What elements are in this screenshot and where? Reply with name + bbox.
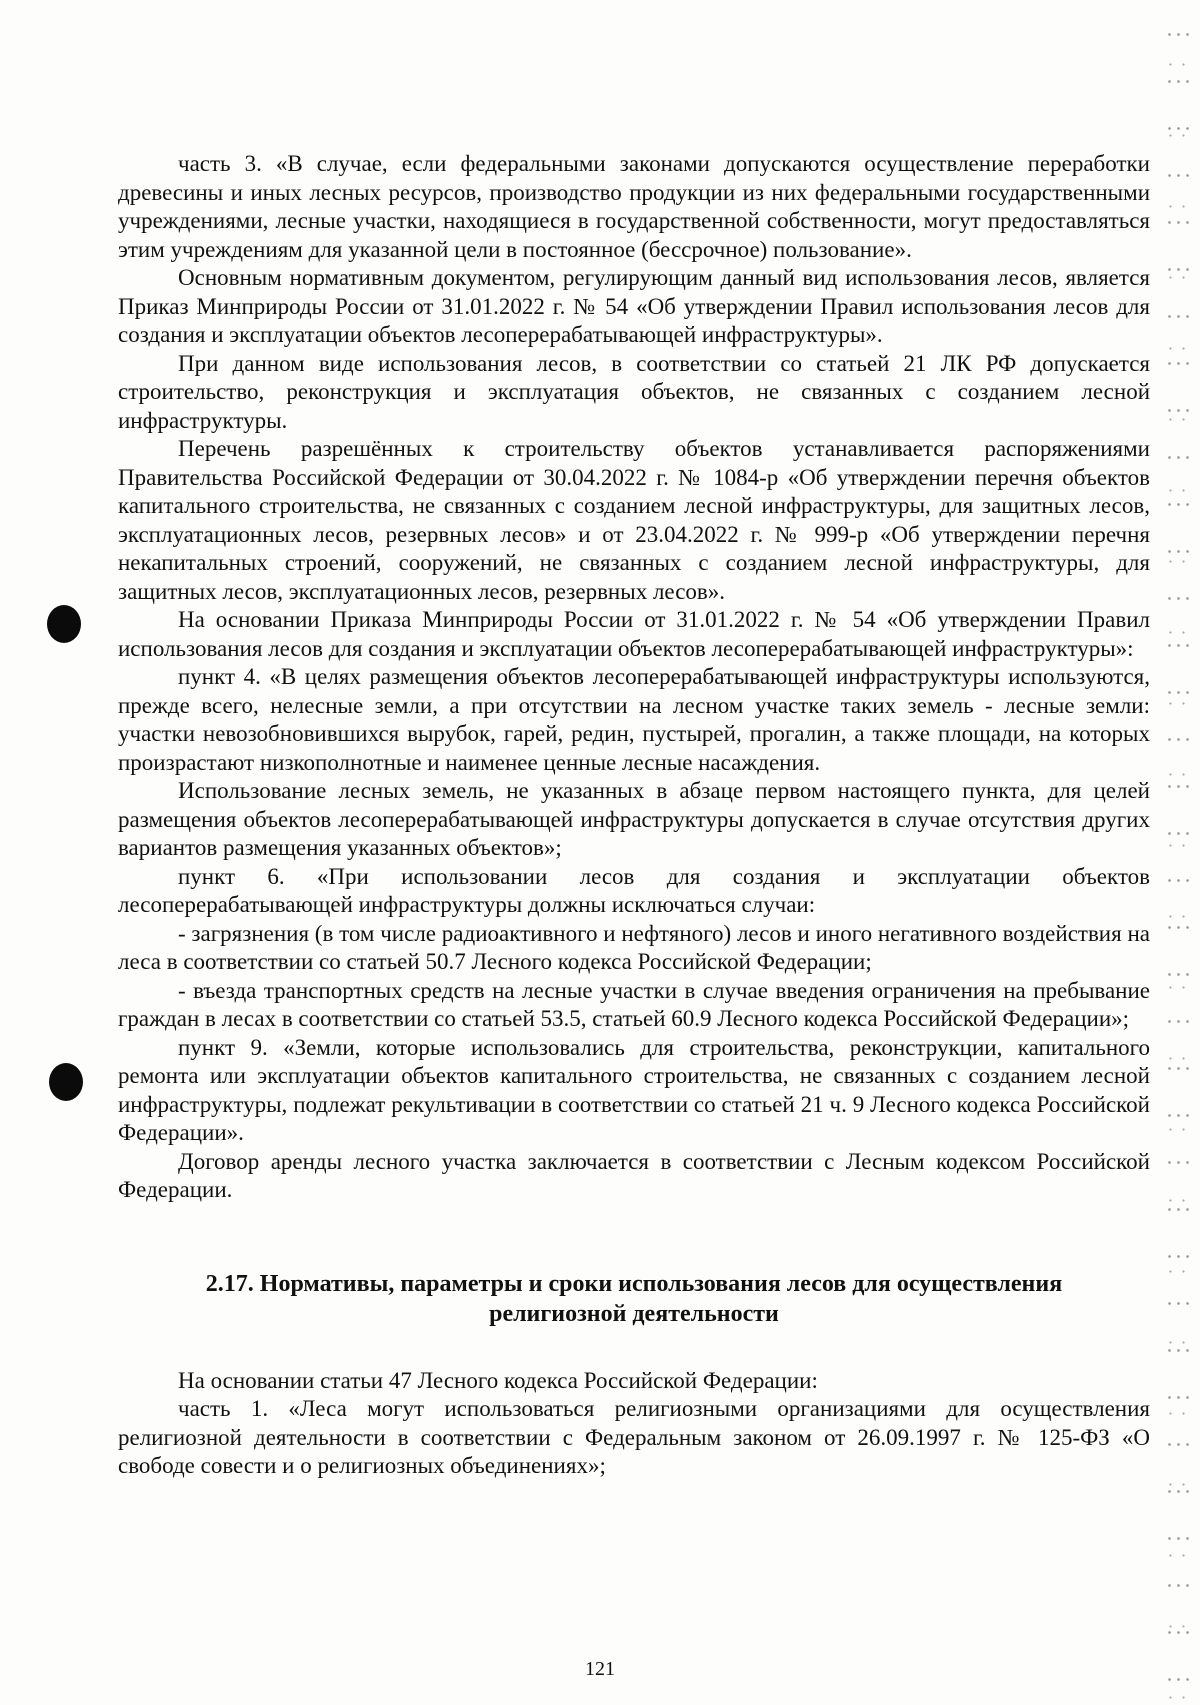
paragraph: На основании статьи 47 Лесного кодекса Российской Федерации: [178, 1367, 818, 1393]
paragraph: - въезда транспортных средств на лесные участки в случае введения ограничения на пребывание граждан в лесах в соответствии со статьей 53.5, статьей 60.9 Лесного кодекса Российской Федерации»; [118, 977, 1150, 1031]
punch-hole-mark [49, 1063, 83, 1101]
paragraph: пункт 6. «При использовании лесов для создания и эксплуатации объектов лесоперерабатывающей инфраструктуры должны исключаться случаи: [118, 863, 1150, 917]
scan-edge-noise [1162, 0, 1192, 1705]
paragraph: Договор аренды лесного участка заключается в соответствии с Лесным кодексом Российской Федерации. [118, 1148, 1150, 1202]
paragraph: часть 3. «В случае, если федеральными законами допускаются осуществление переработки древесины и иных лесных ресурсов, производство продукции из них федеральными государственными учреждениями, лесные участки, находящиеся в государственной собственности, могут предоставляться этим учреждениям для указанной цели в постоянное (бессрочное) пользование». [118, 151, 1150, 262]
section-heading-line: 2.17. Нормативы, параметры и сроки использования лесов для осуществления [205, 1270, 1063, 1297]
paragraph: На основании Приказа Минприроды России от 31.01.2022 г. № 54 «Об утверждении Правил использования лесов для создания и эксплуатации объектов лесоперерабатывающей инфраструктуры»: [118, 607, 1150, 661]
page-number: 121 [585, 1658, 615, 1680]
punch-hole-mark [47, 605, 81, 643]
document-body [118, 150, 1150, 1481]
paragraph: - загрязнения (в том числе радиоактивного и нефтяного) лесов и иного негативного воздействия на леса в соответствии со статьей 50.7 Лесного кодекса Российской Федерации; [118, 920, 1150, 974]
paragraph: Использование лесных земель, не указанных в абзаце первом настоящего пункта, для целей размещения объектов лесоперерабатывающей инфраструктуры допускается в случае отсутствия других вариантов размещения указанных объектов»; [118, 778, 1150, 860]
paragraph: При данном виде использования лесов, в соответствии со статьей 21 ЛК РФ допускается строительство, реконструкция и эксплуатация объектов, не связанных с созданием лесной инфраструктуры. [118, 350, 1150, 433]
paragraph: пункт 4. «В целях размещения объектов лесоперерабатывающей инфраструктуры используются, прежде всего, нелесные земли, а при отсутствии на лесном участке таких земель - лесные земли: участки невозобновившихся вырубок, гарей, редин, пустырей, прогалин, а также площади, на которых произрастают низкополнотные и наименее ценные лесные насаждения. [118, 664, 1150, 775]
paragraph: Перечень разрешённых к строительству объектов устанавливается распоряжениями Правительства Российской Федерации от 30.04.2022 г. № 1084-р «Об утверждении перечня объектов капитального строительства, не связанных с созданием лесной инфраструктуры, для защитных лесов, эксплуатационных лесов, резервных лесов» и от 23.04.2022 г. № 999-р «Об утверждении перечня некапитальных строений, сооружений, не связанных с созданием лесной инфраструктуры, для защитных лесов, эксплуатационных лесов, резервных лесов». [118, 436, 1150, 604]
paragraph: Основным нормативным документом, регулирующим данный вид использования лесов, является Приказ Минприроды России от 31.01.2022 г. № 54 «Об утверждении Правил использования лесов для создания и эксплуатации объектов лесоперерабатывающей инфраструктуры». [118, 265, 1150, 347]
paragraph: пункт 9. «Земли, которые использовались для строительства, реконструкции, капитального ремонта или эксплуатации объектов капитального строительства, не связанных с созданием лесной инфраструктуры, подлежат рекультивации в соответствии со статьей 21 ч. 9 Лесного кодекса Российской Федерации». [118, 1034, 1150, 1145]
section-heading-line: религиозной деятельности [489, 1300, 779, 1327]
section-heading [118, 1269, 1150, 1329]
paragraph: часть 1. «Леса могут использоваться религиозными организациями для осуществления религиозной деятельности в соответствии с Федеральным законом от 26.09.1997 г. № 125-ФЗ «О свободе совести и о религиозных объединениях»; [118, 1396, 1150, 1478]
